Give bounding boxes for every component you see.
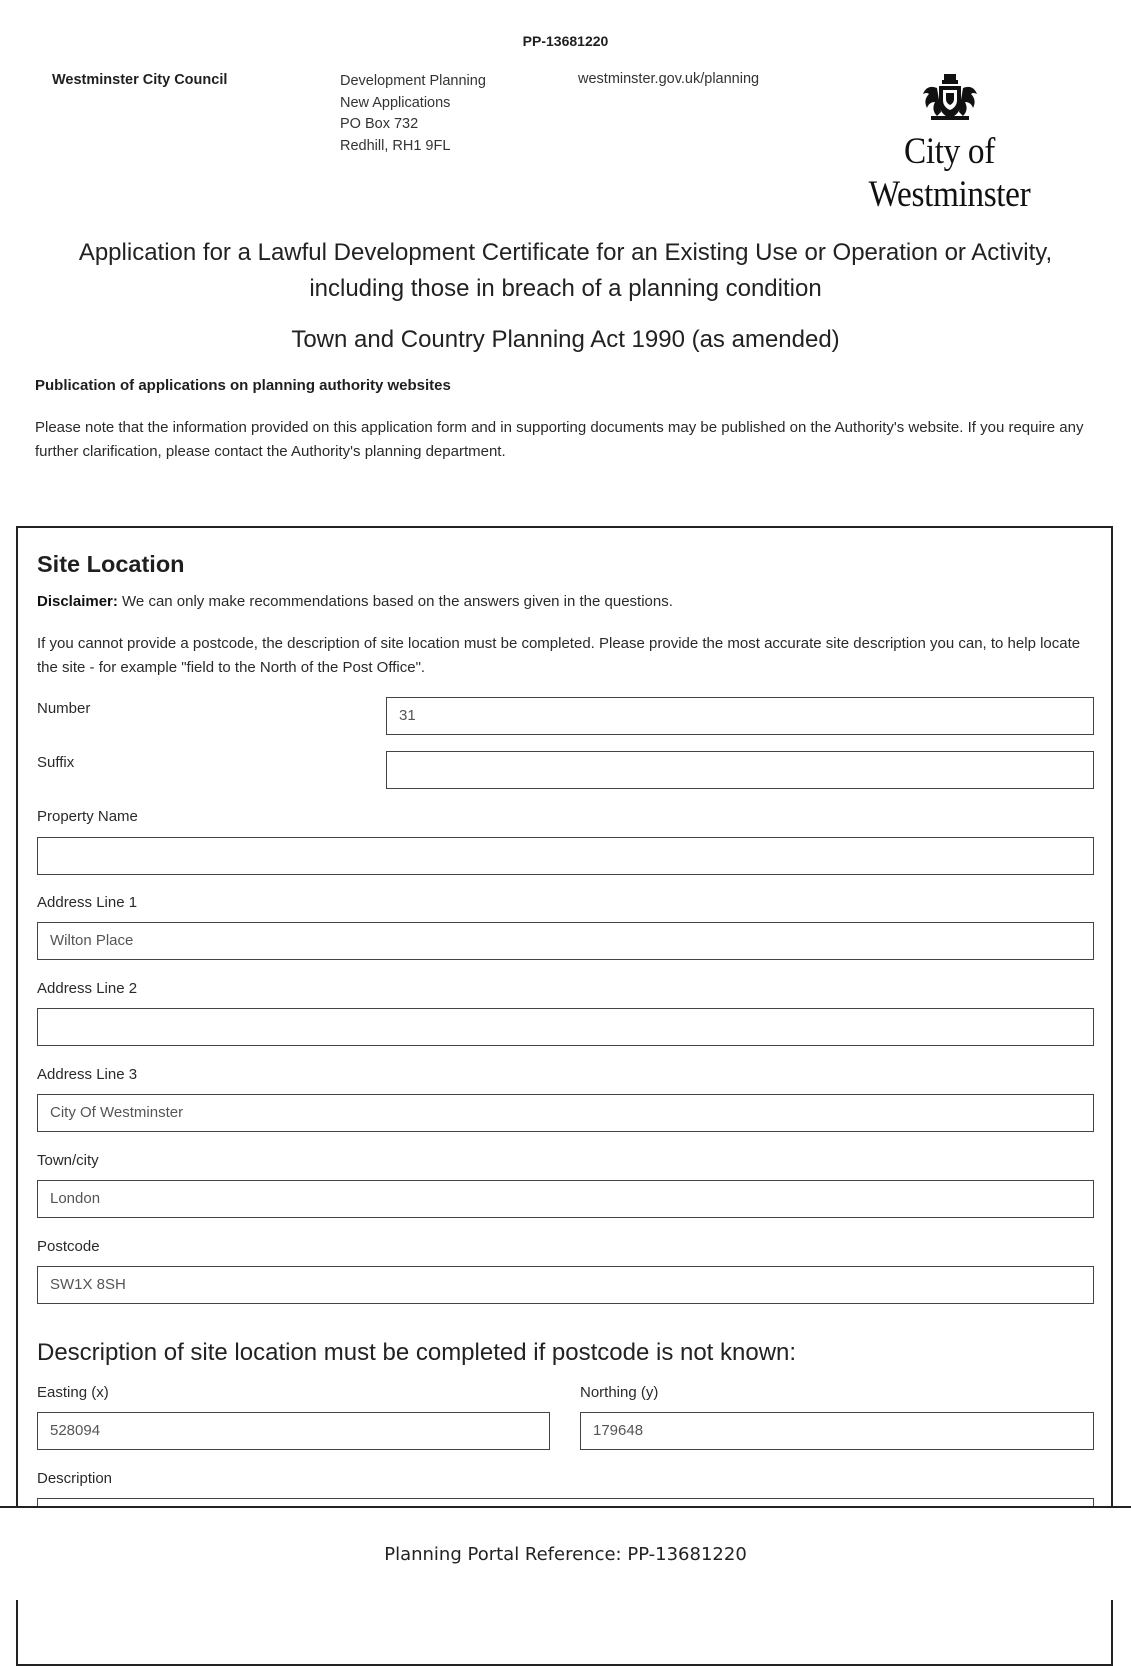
town-city-field[interactable]: London	[37, 1180, 1094, 1218]
easting-field[interactable]: 528094	[37, 1412, 550, 1450]
property-name-label: Property Name	[37, 808, 138, 825]
suffix-field[interactable]	[386, 751, 1094, 789]
document-subtitle: Town and Country Planning Act 1990 (as amended)	[291, 326, 840, 353]
document-title: Application for a Lawful Development Certificate for an Existing Use or Operation or Activity, including those in breach of a planning condition	[78, 239, 1053, 302]
description-heading: Description of site location must be completed if postcode is not known:	[37, 1339, 797, 1366]
disclaimer	[37, 593, 673, 610]
address-line-3-label: Address Line 3	[37, 1066, 138, 1083]
address-line: PO Box 732	[340, 116, 419, 132]
property-name-field[interactable]	[37, 837, 1094, 875]
address-line-1-label: Address Line 1	[37, 894, 138, 911]
number-label: Number	[37, 700, 91, 717]
footer-reference: Planning Portal Reference: PP-13681220	[384, 1544, 747, 1565]
publication-heading: Publication of applications on planning authority websites	[35, 377, 451, 394]
number-field[interactable]: 31	[386, 697, 1094, 735]
website-address: westminster.gov.uk/planning	[578, 71, 760, 87]
publication-text: Please note that the information provided on this application form and in supporting documents may be published on the Authority's website. If you require any further clarification, please contact the Authority's planning department.	[35, 419, 1084, 460]
description-label: Description	[37, 1470, 113, 1487]
northing-field[interactable]: 179648	[580, 1412, 1094, 1450]
section-title: Site Location	[37, 551, 185, 577]
postcode-field[interactable]: SW1X 8SH	[37, 1266, 1094, 1304]
address-line-2-label: Address Line 2	[37, 980, 138, 997]
postcode-note: If you cannot provide a postcode, the description of site location must be completed. Please provide the most accurate site description you can, to help locate the site - for example "field to the North of the Post Office".	[37, 635, 1081, 676]
footer-divider	[0, 1506, 1131, 1508]
disclaimer-text: We can only make recommendations based on the answers given in the questions.	[117, 593, 673, 610]
address-line: Development Planning	[340, 73, 486, 89]
postal-address	[340, 71, 486, 157]
council-name: Westminster City Council	[52, 72, 228, 88]
reference-number: PP-13681220	[522, 33, 609, 49]
town-city-label: Town/city	[37, 1152, 99, 1169]
address-line: Redhill, RH1 9FL	[340, 137, 451, 154]
suffix-label: Suffix	[37, 754, 75, 771]
postcode-label: Postcode	[37, 1238, 100, 1255]
coat-of-arms-icon	[917, 72, 983, 124]
northing-label: Northing (y)	[580, 1384, 659, 1401]
address-line: New Applications	[340, 94, 451, 111]
easting-label: Easting (x)	[37, 1384, 109, 1401]
city-of-westminster-logo	[812, 72, 1087, 215]
address-line-2-field[interactable]	[37, 1008, 1094, 1046]
logo-wordmark: City of Westminster	[868, 131, 1031, 215]
disclaimer-label: Disclaimer:	[37, 593, 118, 610]
address-line-1-field[interactable]: Wilton Place	[37, 922, 1094, 960]
address-line-3-field[interactable]: City Of Westminster	[37, 1094, 1094, 1132]
